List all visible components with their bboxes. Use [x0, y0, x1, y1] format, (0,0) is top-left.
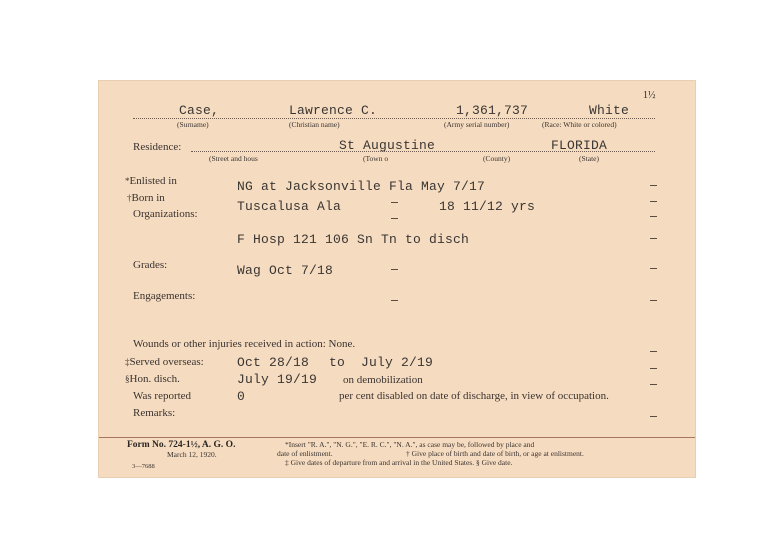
- dash-mark: [650, 268, 657, 269]
- dash-mark: [650, 416, 657, 417]
- dash-mark: [391, 300, 398, 301]
- served-to-word: to: [329, 355, 346, 370]
- service-record-card: [98, 80, 696, 478]
- dash-mark: [391, 269, 398, 270]
- wounds-label: [133, 338, 355, 350]
- wounds-value: None.: [328, 338, 356, 350]
- dash-mark: [650, 216, 657, 217]
- hon-disch-note: on demobilization: [343, 374, 423, 386]
- reported-label: Was reported: [133, 390, 192, 402]
- grades-label: Grades:: [133, 259, 168, 271]
- header-dotted-line: [133, 118, 655, 119]
- enlisted-label: [125, 175, 177, 187]
- served-overseas-label: [125, 356, 204, 368]
- dash-mark: [650, 185, 657, 186]
- form-number: Form No. 724-1½, A. G. O.: [127, 440, 236, 450]
- caption-christian-name: (Christian name): [289, 120, 340, 129]
- hon-disch-mark: §: [125, 374, 130, 384]
- dash-mark: [650, 351, 657, 352]
- footnote-line-2a: date of enlistment.: [277, 449, 333, 458]
- residence-state-value: FLORIDA: [551, 138, 608, 153]
- born-label-text: Born in: [131, 192, 165, 204]
- enlisted-label-text: Enlisted in: [129, 175, 177, 187]
- surname-value: Case,: [179, 103, 220, 118]
- dash-mark: [650, 384, 657, 385]
- footer-rule: [99, 437, 695, 438]
- served-label-text: Served overseas:: [129, 356, 204, 368]
- reported-value: 0: [237, 389, 246, 404]
- caption-serial: (Army serial number): [444, 120, 510, 129]
- engagements-label: Engagements:: [133, 290, 196, 302]
- caption-street: (Street and hous: [209, 154, 258, 163]
- organizations-label: Organizations:: [133, 208, 198, 220]
- form-date: March 12, 1920.: [167, 450, 217, 459]
- christian-name-value: Lawrence C.: [289, 103, 378, 118]
- served-from-value: Oct 28/18: [237, 355, 310, 370]
- dash-mark: [650, 368, 657, 369]
- footnote-line-3: ‡ Give dates of departure from and arrival in the United States. § Give date.: [285, 458, 513, 467]
- caption-race: (Race: White or colored): [542, 120, 617, 129]
- born-mark: †: [127, 193, 132, 203]
- residence-dotted-line: [191, 151, 655, 152]
- race-value: White: [589, 103, 630, 118]
- served-mark: ‡: [125, 357, 130, 367]
- residence-town-value: St Augustine: [339, 138, 436, 153]
- caption-town: (Town o: [363, 154, 389, 163]
- caption-surname: (Surname): [177, 120, 209, 129]
- dash-mark: [391, 218, 398, 219]
- enlisted-mark: *: [125, 176, 130, 186]
- remarks-label: Remarks:: [133, 407, 176, 419]
- wounds-label-text: Wounds or other injuries received in action:: [133, 338, 326, 350]
- dash-mark: [650, 300, 657, 301]
- caption-state: (State): [579, 154, 599, 163]
- hon-disch-label-text: Hon. disch.: [129, 373, 180, 385]
- hon-disch-value: July 19/19: [237, 372, 318, 387]
- born-value: Tuscalusa Ala: [237, 199, 342, 214]
- served-to-value: July 2/19: [361, 355, 434, 370]
- print-code: 3—7688: [132, 463, 155, 470]
- dash-mark: [650, 201, 657, 202]
- footnote-line-1: *Insert "R. A.", "N. G.", "E. R. C.", "N. A.", as case may be, followed by place and: [285, 440, 535, 449]
- born-label: [127, 192, 165, 204]
- enlisted-value: NG at Jacksonville Fla May 7/17: [237, 179, 486, 194]
- dash-mark: [650, 238, 657, 239]
- residence-label: Residence:: [133, 141, 182, 153]
- dash-mark: [391, 202, 398, 203]
- grades-value: Wag Oct 7/18: [237, 263, 334, 278]
- serial-number-value: 1,361,737: [456, 103, 529, 118]
- reported-note: per cent disabled on date of discharge, in view of occupation.: [339, 390, 609, 402]
- footnote-line-2b: † Give place of birth and date of birth, or age at enlistment.: [406, 449, 584, 458]
- caption-county: (County): [483, 154, 511, 163]
- corner-mark: 1½: [643, 90, 656, 101]
- born-age-value: 18 11/12 yrs: [439, 199, 536, 214]
- hon-disch-label: [125, 373, 180, 385]
- organizations-value: F Hosp 121 106 Sn Tn to disch: [237, 232, 470, 247]
